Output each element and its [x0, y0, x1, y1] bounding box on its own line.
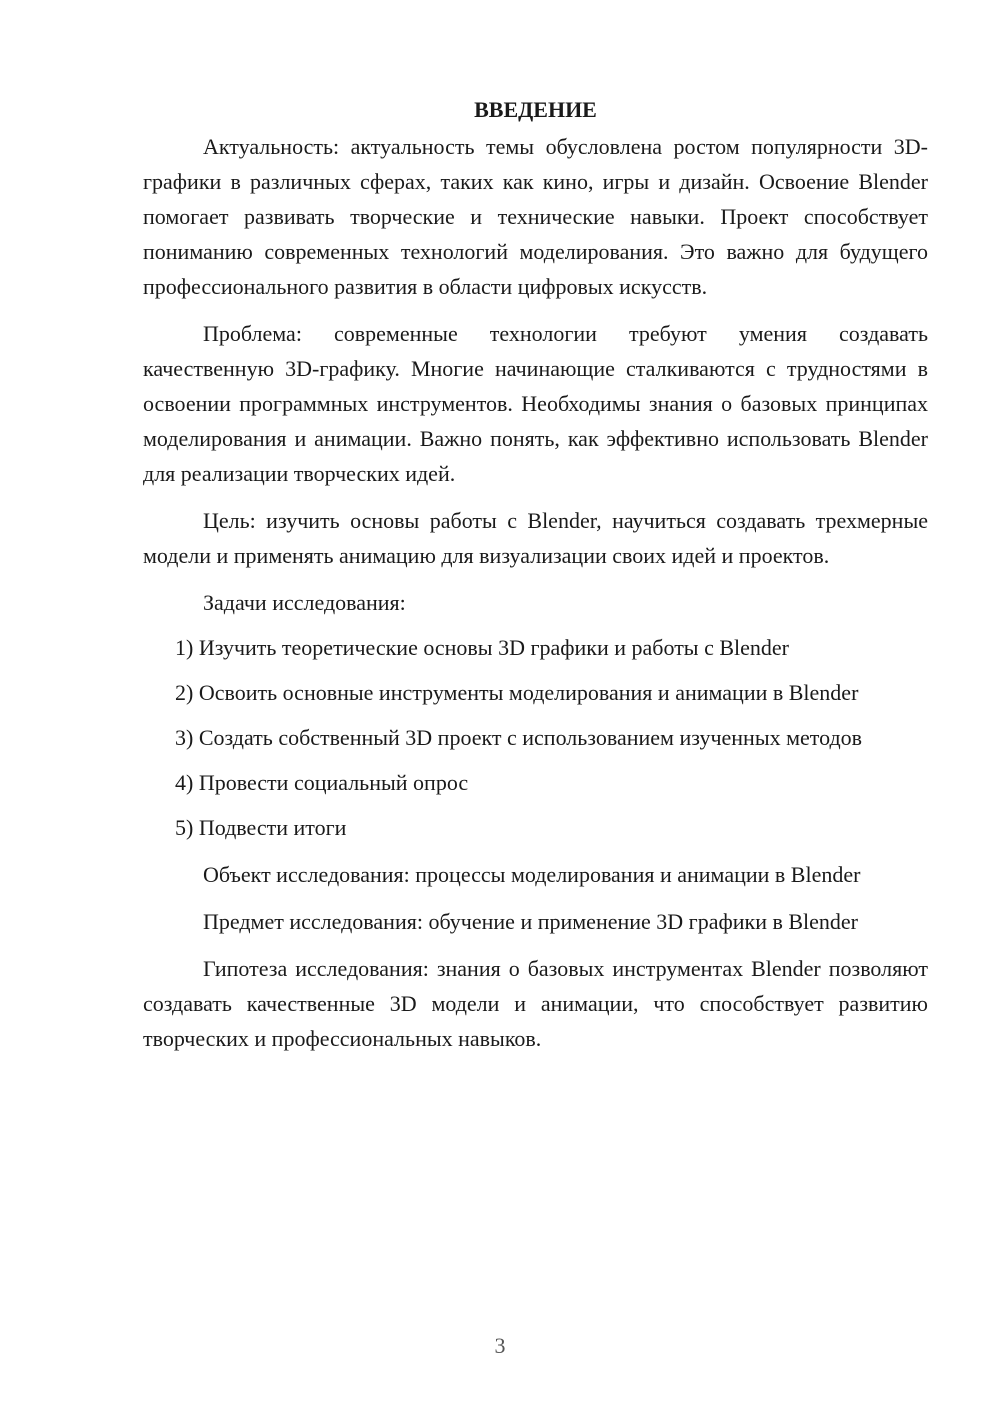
paragraph-object: Объект исследования: процессы моделирования и анимации в Blender [203, 862, 861, 887]
task-item-5: 5) Подвести итоги [175, 815, 347, 840]
paragraph-hypothesis: Гипотеза исследования: знания о базовых инструментах Blender позволяют создавать качественные 3D модели и анимации, что способствует развитию творческих и профессиональных навыков. [143, 956, 928, 1051]
task-item-3: 3) Создать собственный 3D проект с использованием изученных методов [175, 725, 863, 750]
paragraph-subject: Предмет исследования: обучение и применение 3D графики в Blender [203, 909, 858, 934]
page-title: ВВЕДЕНИЕ [474, 97, 597, 122]
tasks-heading: Задачи исследования: [203, 590, 406, 615]
document-page [143, 92, 928, 1056]
task-item-4: 4) Провести социальный опрос [175, 770, 469, 795]
task-item-2: 2) Освоить основные инструменты моделирования и анимации в Blender [175, 680, 859, 705]
paragraph-problem: Проблема: современные технологии требуют умения создавать качественную 3D-графику. Многие начинающие сталкиваются с трудностями в освоении программных инструментов. Необходимы знания о базовых принципах моделирования и анимации. Важно понять, как эффективно использовать Blender для реализации творческих идей. [143, 321, 928, 486]
page-number: 3 [494, 1333, 506, 1358]
paragraph-relevance: Актуальность: актуальность темы обусловлена ростом популярности 3D-графики в различных сферах, таких как кино, игры и дизайн. Освоение Blender помогает развивать творческие и технические навыки. Проект способствует пониманию современных технологий моделирования. Это важно для будущего профессионального развития в области цифровых искусств. [143, 134, 928, 299]
paragraph-goal: Цель: изучить основы работы с Blender, научиться создавать трехмерные модели и применять анимацию для визуализации своих идей и проектов. [143, 508, 928, 568]
task-item-1: 1) Изучить теоретические основы 3D графики и работы с Blender [175, 635, 789, 660]
